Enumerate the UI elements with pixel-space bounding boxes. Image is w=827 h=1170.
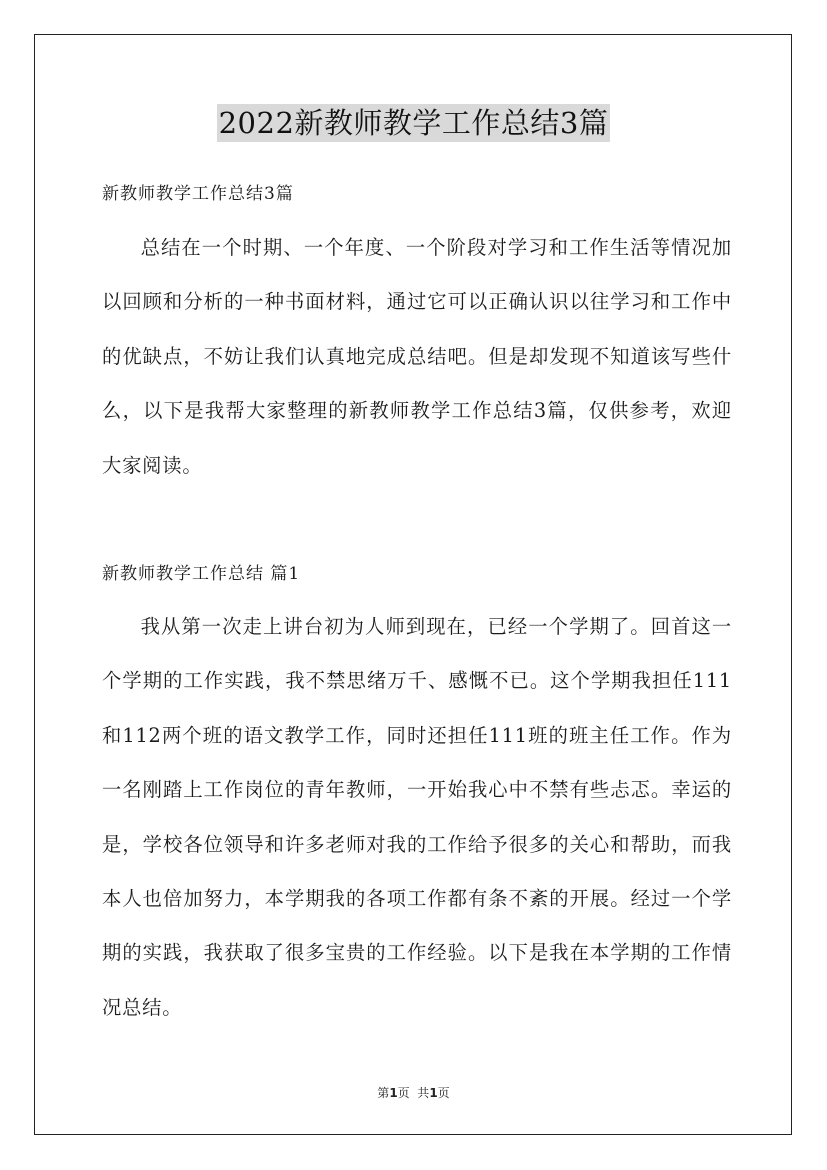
page-footer xyxy=(0,1084,827,1101)
section-1-heading: 新教师教学工作总结 篇1 xyxy=(102,564,301,584)
footer-page-prefix: 第 xyxy=(377,1086,390,1100)
intro-paragraph: 总结在一个时期、一个年度、一个阶段对学习和工作生活等情况加以回顾和分析的一种书面材料，通过它可以正确认识以往学习和工作中的优缺点，不妨让我们认真地完成总结吧。但是却发现不知道该写些什么，以下是我帮大家整理的新教师教学工作总结3篇，仅供参考，欢迎大家阅读。 xyxy=(102,236,732,477)
footer-total-pages: 1 xyxy=(429,1086,438,1100)
section-1-paragraph: 我从第一次走上讲台初为人师到现在，已经一个学期了。回首这一个学期的工作实践，我不禁思绪万千、感慨不已。这个学期我担任111和112两个班的语文教学工作，同时还担任111班的班主任工作。作为一名刚踏上工作岗位的青年教师，一开始我心中不禁有些忐忑。幸运的是，学校各位领导和许多老师对我的工作给予很多的关心和帮助，而我本人也倍加努力，本学期我的各项工作都有条不紊的开展。经过一个学期的实践，我获取了很多宝贵的工作经验。以下是我在本学期的工作情况总结。 xyxy=(102,615,732,1019)
document-title: 2022新教师教学工作总结3篇 xyxy=(218,106,609,140)
footer-current-page: 1 xyxy=(389,1086,398,1100)
document-subtitle: 新教师教学工作总结3篇 xyxy=(102,184,294,204)
footer-page-mid: 页 共 xyxy=(397,1086,430,1100)
title-container xyxy=(0,104,827,142)
footer-page-suffix: 页 xyxy=(437,1086,450,1100)
